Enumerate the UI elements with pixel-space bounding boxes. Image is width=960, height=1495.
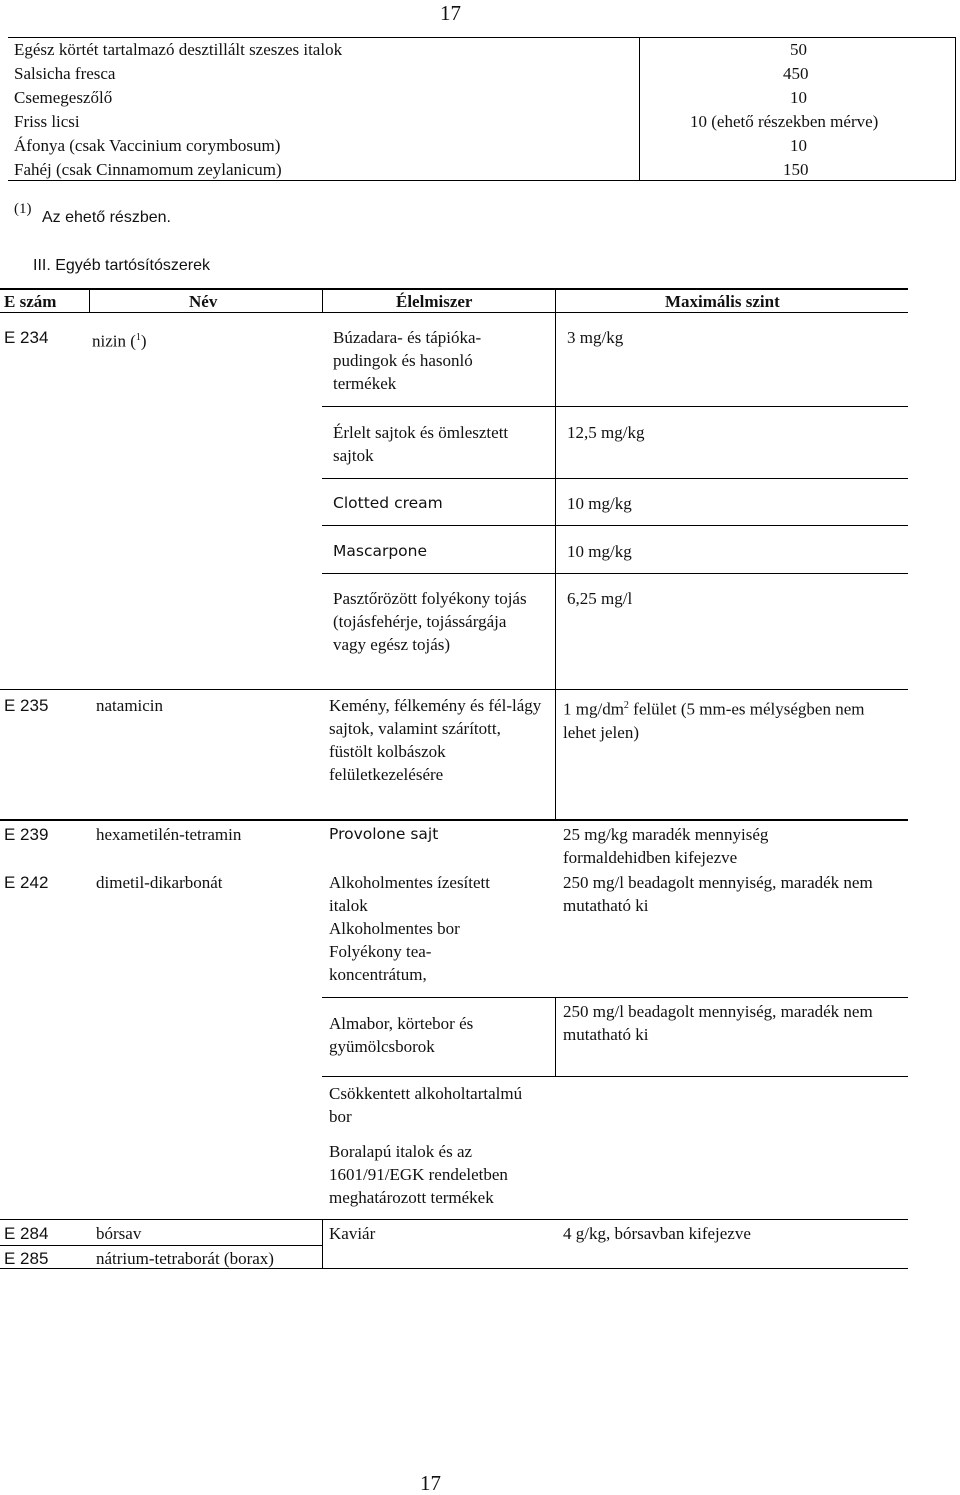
header-max-level: Maximális szint xyxy=(665,292,780,311)
page-number-top: 17 xyxy=(440,1,461,25)
food-item: Folyékony tea-koncentrátum, xyxy=(329,942,432,984)
food-item: Alkoholmentes ízesített italok xyxy=(329,873,490,915)
food-item: Alkoholmentes bor xyxy=(329,919,460,938)
max-level: 250 mg/l beadagolt mennyiség, maradék nem mutatható ki xyxy=(563,873,873,915)
e-number: E 235 xyxy=(4,696,49,715)
max-level: 6,25 mg/l xyxy=(567,589,633,608)
food-item: Almabor, körtebor és gyümölcsborok xyxy=(329,1014,474,1056)
max-level: 25 mg/kg maradék mennyiség formaldehidben kifejezve xyxy=(563,825,769,867)
food-item: Kemény, félkemény és fél-lágy sajtok, valamint szárított, füstölt kolbászok felületkezelésére xyxy=(329,696,542,784)
table-row-name: Áfonya (csak Vaccinium corymbosum) xyxy=(14,136,281,155)
food-item: Clotted cream xyxy=(333,494,443,512)
table-row-value: 150 xyxy=(783,160,809,179)
table-row-value: 10 xyxy=(790,88,807,107)
table-row-name: Salsicha fresca xyxy=(14,64,116,83)
page-number-bottom: 17 xyxy=(420,1471,441,1495)
additive-name: nizin ($^1$) xyxy=(92,331,147,351)
table-row-name: Csemegeszőlő xyxy=(14,88,113,107)
food-item: Kaviár xyxy=(329,1224,376,1243)
max-level: 1 $mg/dm^2$ felület (5 mm-es mélységben nem lehet jelen) xyxy=(563,699,865,742)
table-row-value: 50 xyxy=(790,40,807,59)
footnote-text: Az ehető részben. xyxy=(42,209,171,226)
header-e-number: E szám xyxy=(4,292,57,311)
max-level: 4 g/kg, bórsavban kifejezve xyxy=(563,1224,751,1243)
max-level: 12,5 mg/kg xyxy=(567,423,645,442)
food-item: Búzadara- és tápióka-pudingok és hasonló termékek xyxy=(333,328,482,393)
section-title: III. Egyéb tartósítószerek xyxy=(33,257,210,274)
table-row-value: 450 xyxy=(783,64,809,83)
header-name: Név xyxy=(189,292,218,311)
additive-name: dimetil-dikarbonát xyxy=(96,873,223,892)
max-level: 250 mg/l beadagolt mennyiség, maradék nem mutatható ki xyxy=(563,1002,873,1044)
e-number: E 285 xyxy=(4,1249,49,1268)
food-item: Mascarpone xyxy=(333,542,428,560)
header-food: Élelmiszer xyxy=(396,292,473,311)
food-item: Érlelt sajtok és ömlesztett sajtok xyxy=(333,423,509,465)
food-item: Csökkentett alkoholtartalmú bor xyxy=(329,1084,523,1126)
max-level: 10 mg/kg xyxy=(567,542,632,561)
e-number: E 234 xyxy=(4,328,49,347)
food-item: Boralapú italok és az 1601/91/EGK rendeletben meghatározott termékek xyxy=(329,1142,508,1207)
table-row-name: Fahéj (csak Cinnamomum zeylanicum) xyxy=(14,160,282,179)
table-row-value: 10 (ehető részekben mérve) xyxy=(690,112,879,131)
food-item: Provolone sajt xyxy=(329,825,439,843)
table-row-name: Egész körtét tartalmazó desztillált szeszes italok xyxy=(14,40,343,59)
additive-name: hexametilén-tetramin xyxy=(96,825,242,844)
footnote-marker: (1) xyxy=(14,201,32,217)
e-number: E 242 xyxy=(4,873,49,892)
additive-name: bórsav xyxy=(96,1224,142,1243)
table-row-name: Friss licsi xyxy=(14,112,80,131)
e-number: E 239 xyxy=(4,825,49,844)
additive-name: nátrium-tetraborát (borax) xyxy=(96,1249,274,1268)
max-level: 10 mg/kg xyxy=(567,494,632,513)
table-row-value: 10 xyxy=(790,136,807,155)
e-number: E 284 xyxy=(4,1224,49,1243)
additive-name: natamicin xyxy=(96,696,164,715)
max-level: 3 mg/kg xyxy=(567,328,624,347)
food-item: Pasztőrözött folyékony tojás (tojásfehérje, tojássárgája vagy egész tojás) xyxy=(333,589,527,654)
